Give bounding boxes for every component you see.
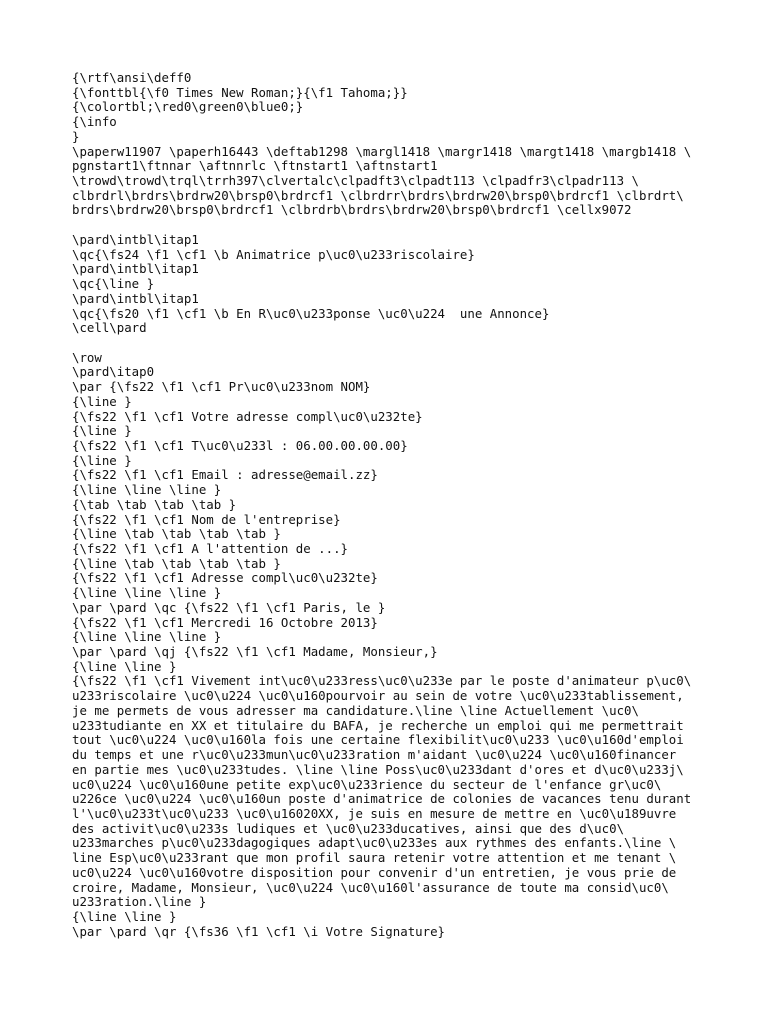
text-line: \qc{\fs24 \f1 \cf1 \b Animatrice p\uc0\u233riscolaire}: [72, 246, 475, 262]
text-line: \pard\intbl\itap1: [72, 290, 199, 306]
text-line: uc0\u224 \uc0\u160votre disposition pour convenir d'un entretien, je vous prie de: [72, 864, 677, 880]
text-line: \pard\itap0: [72, 364, 155, 380]
text-line: \pard\intbl\itap1: [72, 261, 199, 277]
text-line: {\line \tab \tab \tab \tab }: [72, 555, 281, 571]
text-line: \par \pard \qj {\fs22 \f1 \cf1 Madame, Monsieur,}: [72, 644, 438, 660]
text-line: \par {\fs22 \f1 \cf1 Pr\uc0\u233nom NOM}: [72, 379, 371, 395]
text-line: {\line }: [72, 393, 132, 409]
text-line: {\line \line \line }: [72, 482, 222, 498]
text-line: u233ration.\line }: [72, 894, 207, 910]
text-line: \pard\intbl\itap1: [72, 231, 199, 247]
text-line: des activit\uc0\u233s ludiques et \uc0\u233ducatives, ainsi que des d\uc0\: [72, 820, 625, 836]
text-line: \qc{\fs20 \f1 \cf1 \b En R\uc0\u233ponse \uc0\u224 une Annonce}: [72, 305, 550, 321]
text-line: je me permets de vous adresser ma candidature.\line \line Actuellement \uc0\: [72, 702, 639, 718]
text-line: \par \pard \qc {\fs22 \f1 \cf1 Paris, le }: [72, 599, 386, 615]
text-line: u233riscolaire \uc0\u224 \uc0\u160pourvoir au sein de votre \uc0\u233tablissement,: [72, 688, 684, 704]
text-line: u233marches p\uc0\u233dagogiques adapt\uc0\u233es aux rythmes des enfants.\line \: [72, 835, 677, 851]
text-line: \trowd\trowd\trql\trrh397\clvertalc\clpadft3\clpadt113 \clpadfr3\clpadr113 \: [72, 173, 639, 189]
text-line: {\fs22 \f1 \cf1 Mercredi 16 Octobre 2013}: [72, 614, 378, 630]
text-line: brdrs\brdrw20\brsp0\brdrcf1 \clbrdrb\brdrs\brdrw20\brsp0\brdrcf1 \cellx9072: [72, 202, 632, 218]
text-line: [72, 218, 762, 233]
text-line: pgnstart1\ftnnar \aftnnrlc \ftnstart1 \aftnstart1: [72, 158, 438, 174]
text-line: {\fs22 \f1 \cf1 Nom de l'entreprise}: [72, 511, 341, 527]
text-line: {\fs22 \f1 \cf1 A l'attention de ...}: [72, 541, 349, 556]
text-line: \qc{\line }: [72, 276, 155, 292]
text-line: {\tab \tab \tab \tab }: [72, 496, 237, 512]
text-line: {\line \line \line }: [72, 585, 222, 601]
text-line: {\info: [72, 114, 117, 130]
text-line: \cell\pard: [72, 320, 147, 336]
text-line: {\fs22 \f1 \cf1 Votre adresse compl\uc0\u232te}: [72, 408, 423, 424]
text-line: en partie mes \uc0\u233tudes. \line \line Poss\uc0\u233dant d'ores et d\uc0\u233j\: [72, 761, 684, 777]
text-line: u226ce \uc0\u224 \uc0\u160un poste d'animatrice de colonies de vacances tenu durant: [72, 791, 692, 807]
text-line: tout \uc0\u224 \uc0\u160la fois une certaine flexibilit\uc0\u233 \uc0\u160d'emploi: [72, 732, 684, 748]
text-line: {\line \line }: [72, 658, 177, 674]
text-line: \row: [72, 349, 102, 365]
text-line: u233tudiante en XX et titulaire du BAFA, je recherche un emploi qui me permettrait: [72, 717, 684, 733]
text-line: {\line }: [72, 452, 132, 468]
text-line: {\fs22 \f1 \cf1 Vivement int\uc0\u233ress\uc0\u233e par le poste d'animateur p\uc0\: [72, 673, 692, 689]
text-line: {\line \line \line }: [72, 629, 222, 645]
text-line: {\fonttbl{\f0 Times New Roman;}{\f1 Tahoma;}}: [72, 84, 408, 100]
text-line: {\fs22 \f1 \cf1 Adresse compl\uc0\u232te}: [72, 570, 378, 586]
text-line: {\line \tab \tab \tab \tab }: [72, 526, 281, 542]
text-line: line Esp\uc0\u233rant que mon profil saura retenir votre attention et me tenant \: [72, 850, 677, 866]
text-line: du temps et une r\uc0\u233mun\uc0\u233ration m'aidant \uc0\u224 \uc0\u160financer: [72, 747, 677, 763]
text-line: \par \pard \qr {\fs36 \f1 \cf1 \i Votre Signature}: [72, 923, 445, 939]
text-line: uc0\u224 \uc0\u160une petite exp\uc0\u233rience du secteur de l'enfance gr\uc0\: [72, 776, 662, 792]
text-line: {\line }: [72, 423, 132, 439]
text-line: [72, 336, 762, 351]
text-line: {\colortbl;\red0\green0\blue0;}: [72, 99, 304, 115]
text-line: \paperw11907 \paperh16443 \deftab1298 \margl1418 \margr1418 \margt1418 \margb1418 \: [72, 143, 692, 159]
text-line: {\fs22 \f1 \cf1 T\uc0\u233l : 06.00.00.00.00}: [72, 437, 408, 453]
text-line: }: [72, 128, 80, 144]
rtf-source-text: [72, 71, 762, 939]
text-line: croire, Madame, Monsieur, \uc0\u224 \uc0\u160l'assurance de toute ma consid\uc0\: [72, 879, 669, 895]
text-line: {\rtf\ansi\deff0: [72, 70, 192, 85]
text-line: {\line \line }: [72, 908, 177, 924]
text-line: l'\uc0\u233t\uc0\u233 \uc0\u16020XX, je suis en mesure de mettre en \uc0\u189uvre: [72, 805, 677, 821]
text-line: clbrdrl\brdrs\brdrw20\brsp0\brdrcf1 \clbrdrr\brdrs\brdrw20\brsp0\brdrcf1 \clbrdrt\: [72, 187, 684, 203]
text-line: {\fs22 \f1 \cf1 Email : adresse@email.zz}: [72, 467, 378, 483]
